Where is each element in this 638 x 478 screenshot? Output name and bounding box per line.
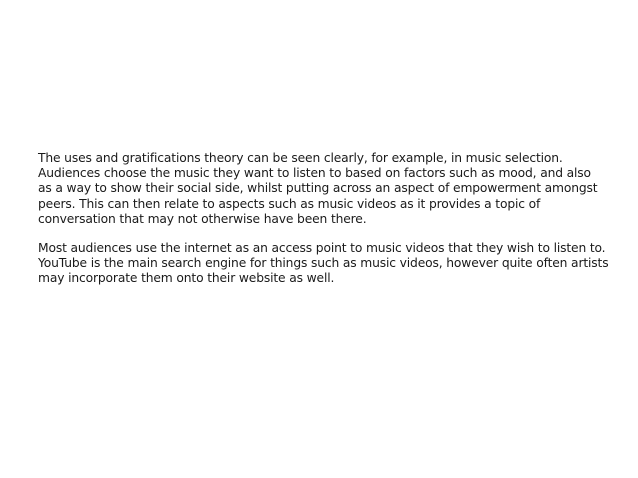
paragraph-line: Audiences choose the music they want to listen to based on factors such as mood, and also <box>38 166 591 181</box>
paragraph-line: may incorporate them onto their website as well. <box>38 271 335 286</box>
paragraph-line: peers. This can then relate to aspects such as music videos as it provides a topic of <box>38 196 541 211</box>
paragraph-line: conversation that may not otherwise have been there. <box>38 211 367 226</box>
paragraph-uses-and-gratifications <box>38 151 604 227</box>
paragraph-line: as a way to show their social side, whilst putting across an aspect of empowerment amongst <box>38 181 598 196</box>
paragraph-line: The uses and gratifications theory can be seen clearly, for example, in music selection. <box>38 151 563 165</box>
body-text <box>38 151 609 287</box>
paragraph-line: YouTube is the main search engine for things such as music videos, however quite often artists <box>38 256 609 271</box>
paragraph-internet-access <box>38 241 609 287</box>
paragraph-line: Most audiences use the internet as an access point to music videos that they wish to listen to. <box>38 241 606 256</box>
